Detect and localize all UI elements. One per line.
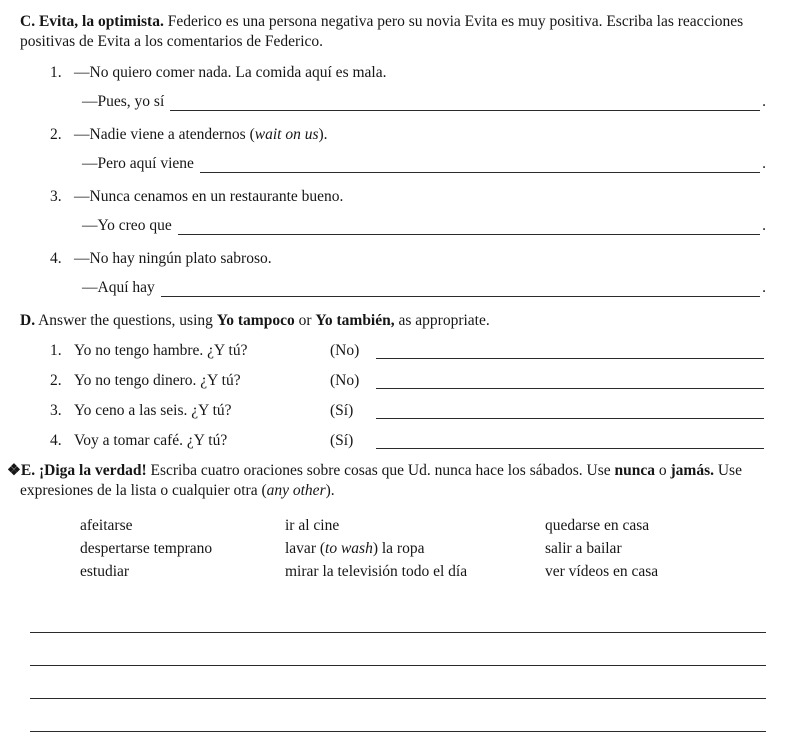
answer-line[interactable] (170, 95, 760, 111)
answer-line[interactable] (376, 343, 764, 359)
item-number: 2. (50, 371, 62, 389)
prompt-text: —Nadie viene a atendernos ( (74, 125, 255, 143)
vocab-item: lavar (to wash) la ropa (285, 539, 425, 557)
prompt-text: —No quiero comer nada. La comida aquí es mala. (74, 63, 387, 81)
section-e-heading (7, 461, 766, 502)
section-d-bold-2: Yo también, (315, 311, 395, 329)
prompt-text: —Nunca cenamos en un restaurante bueno. (74, 187, 344, 205)
prompt-text: —No hay ningún plato sabroso. (74, 249, 272, 267)
question-text: Yo no tengo hambre. ¿Y tú? (74, 341, 248, 359)
writing-line[interactable] (30, 666, 766, 699)
vocab-item: ver vídeos en casa (545, 562, 659, 580)
section-d-heading (20, 311, 766, 331)
exercise-item-c2 (50, 125, 766, 175)
exercise-item-d1 (50, 341, 766, 361)
answer-line[interactable] (200, 156, 760, 172)
question-text: Voy a tomar café. ¿Y tú? (74, 431, 228, 449)
dialogue-prompt (74, 125, 766, 145)
dialogue-prompt (74, 63, 766, 83)
section-c-items (50, 63, 766, 299)
exercise-item-c3 (50, 187, 766, 237)
vocab-item: quedarse en casa (545, 516, 650, 534)
answer-hint: (No) (330, 341, 360, 359)
section-e-label: E. (20, 461, 36, 479)
item-number: 3. (50, 187, 62, 205)
section-d-intro-post: as appropriate. (398, 311, 490, 329)
vocab-item: afeitarse (80, 516, 133, 534)
section-c-label: C. (20, 13, 36, 30)
vocab-column-1 (80, 515, 285, 584)
item-number: 1. (50, 341, 62, 359)
section-e-bold-2: jamás. (670, 461, 714, 479)
vocab-item: ir al cine (285, 516, 340, 534)
line-period: . (762, 155, 766, 173)
dialogue-response-label: —Pues, yo sí (82, 93, 165, 111)
dialogue-prompt (74, 249, 766, 269)
line-period: . (762, 93, 766, 111)
intro-text-end: ). (325, 482, 335, 500)
writing-line[interactable] (30, 600, 766, 633)
answer-line[interactable] (376, 373, 764, 389)
prompt-text-end: ). (318, 125, 328, 143)
writing-line[interactable] (30, 633, 766, 666)
question-text: Yo no tengo dinero. ¿Y tú? (74, 371, 241, 389)
section-d (16, 311, 766, 452)
exercise-item-c1 (50, 63, 766, 113)
answer-line[interactable] (178, 218, 760, 234)
prompt-italic: wait on us (254, 125, 319, 143)
section-c-intro: Federico es una persona negativa pero su novia Evita es muy positiva. Escriba las reacciones positivas de Evita a los comentarios de Federico. (20, 13, 744, 51)
exercise-item-d2 (50, 371, 766, 391)
section-d-bold-1: Yo tampoco (216, 311, 295, 329)
item-number: 4. (50, 249, 62, 267)
question-text: Yo ceno a las seis. ¿Y tú? (74, 401, 232, 419)
vocab-item: estudiar (80, 562, 130, 580)
section-e (7, 461, 766, 732)
section-d-intro-mid: or (298, 311, 312, 329)
intro-italic: any other (266, 482, 326, 500)
item-number: 3. (50, 401, 62, 419)
writing-area (30, 600, 766, 732)
answer-hint: (No) (330, 371, 360, 389)
exercise-item-d4 (50, 431, 766, 451)
line-period: . (762, 279, 766, 297)
exercise-item-d3 (50, 401, 766, 421)
vocab-list (80, 515, 766, 584)
diamond-icon: ❖ (7, 461, 21, 479)
answer-line[interactable] (161, 280, 760, 296)
answer-line[interactable] (376, 403, 764, 419)
section-c (16, 12, 766, 299)
exercise-item-c4 (50, 249, 766, 299)
item-number: 4. (50, 431, 62, 449)
vocab-item: salir a bailar (545, 539, 622, 557)
intro-text: Use expresiones de la lista o cualquier otra ( (20, 461, 742, 500)
section-c-heading (20, 12, 766, 53)
section-d-label: D. (20, 311, 36, 329)
dialogue-response-label: —Aquí hay (82, 279, 155, 297)
item-number: 1. (50, 63, 62, 81)
answer-line[interactable] (376, 433, 764, 449)
vocab-item: mirar la televisión todo el día (285, 562, 468, 580)
dialogue-response-label: —Yo creo que (82, 217, 172, 235)
section-e-bold-1: nunca (614, 461, 655, 479)
answer-hint: (Sí) (330, 401, 354, 419)
item-number: 2. (50, 125, 62, 143)
vocab-item: despertarse temprano (80, 539, 213, 557)
vocab-column-3 (545, 515, 766, 584)
section-e-intro-pre: Escriba cuatro oraciones sobre cosas que Ud. nunca hace los sábados. Use (150, 461, 611, 479)
section-e-intro-mid: o (658, 461, 667, 479)
section-d-intro-pre: Answer the questions, using (38, 311, 213, 329)
dialogue-prompt (74, 187, 766, 207)
vocab-column-2 (285, 515, 545, 584)
section-e-title: ¡Diga la verdad! (39, 461, 147, 479)
answer-hint: (Sí) (330, 431, 354, 449)
line-period: . (762, 217, 766, 235)
section-c-title: Evita, la optimista. (38, 13, 164, 30)
dialogue-response-label: —Pero aquí viene (82, 155, 194, 173)
